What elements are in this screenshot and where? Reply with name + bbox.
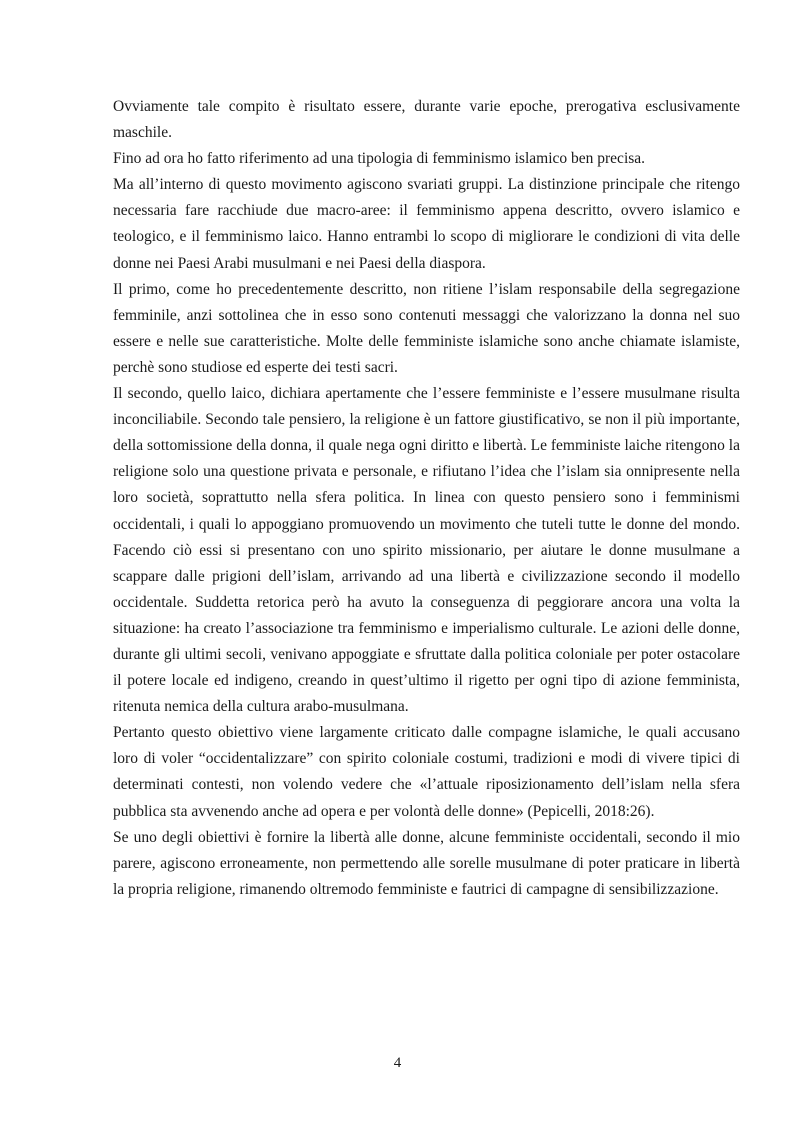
body-text: [113, 94, 740, 903]
paragraph: Il primo, come ho precedentemente descritto, non ritiene l’islam responsabile della segregazione femminile, anzi sottolinea che in esso sono contenuti messaggi che valorizzano la donna nel suo essere e nelle sue caratteristiche. Molte delle femministe islamiche sono anche chiamate islamiste, perchè sono studiose ed esperte dei testi sacri.: [113, 280, 740, 376]
page-number: 4: [393, 1055, 402, 1071]
paragraph: Se uno degli obiettivi è fornire la libertà alle donne, alcune femministe occidentali, secondo il mio parere, agiscono erroneamente, non permettendo alle sorelle musulmane di poter praticare in libertà la propria religione, rimanendo oltremodo femministe e fautrici di campagne di sensibilizzazione.: [113, 828, 740, 898]
paragraph: Il secondo, quello laico, dichiara apertamente che l’essere femministe e l’essere musulmane risulta inconciliabile. Secondo tale pensiero, la religione è un fattore giustificativo, se non il più importante, della sottomissione della donna, il quale nega ogni diritto e libertà. Le femministe laiche ritengono la religione solo una questione privata e personale, e rifiutano l’idea che l’islam sia onnipresente nella loro società, soprattutto nella sfera politica. In linea con questo pensiero sono i femminismi occidentali, i quali lo appoggiano promuovendo un movimento che tuteli tutte le donne del mondo. Facendo ciò essi si presentano con uno spirito missionario, per aiutare le donne musulmane a scappare dalle prigioni dell’islam, arrivando ad una libertà e civilizzazione secondo il modello occidentale. Suddetta retorica però ha avuto la conseguenza di peggiorare ancora una volta la situazione: ha creato l’associazione tra femminismo e imperialismo culturale. Le azioni delle donne, durante gli ultimi secoli, venivano appoggiate e sfruttate dalla politica coloniale per poter ostacolare il potere locale ed indigeno, creando in quest’ultimo il rigetto per ogni tipo di azione femminista, ritenuta nemica della cultura arabo-musulmana.: [113, 385, 740, 716]
paragraph: Pertanto questo obiettivo viene largamente criticato dalle compagne islamiche, le quali accusano loro di voler “occidentalizzare” con spirito coloniale costumi, tradizioni e modi di vivere tipici di determinati contesti, non volendo vedere che «l’attuale riposizionamento dell’islam nella sfera pubblica sta avvenendo anche ad opera e per volontà delle donne» (Pepicelli, 2018:26).: [113, 724, 740, 820]
paragraph: Ovviamente tale compito è risultato essere, durante varie epoche, prerogativa esclusivamente maschile.: [113, 98, 740, 142]
paragraph: Fino ad ora ho fatto riferimento ad una tipologia di femminismo islamico ben precisa.: [113, 150, 646, 168]
paragraph: Ma all’interno di questo movimento agiscono svariati gruppi. La distinzione principale che ritengo necessaria fare racchiude due macro-aree: il femminismo appena descritto, ovvero islamico e teologico, e il femminismo laico. Hanno entrambi lo scopo di migliorare le condizioni di vita delle donne nei Paesi Arabi musulmani e nei Paesi della diaspora.: [113, 176, 740, 272]
